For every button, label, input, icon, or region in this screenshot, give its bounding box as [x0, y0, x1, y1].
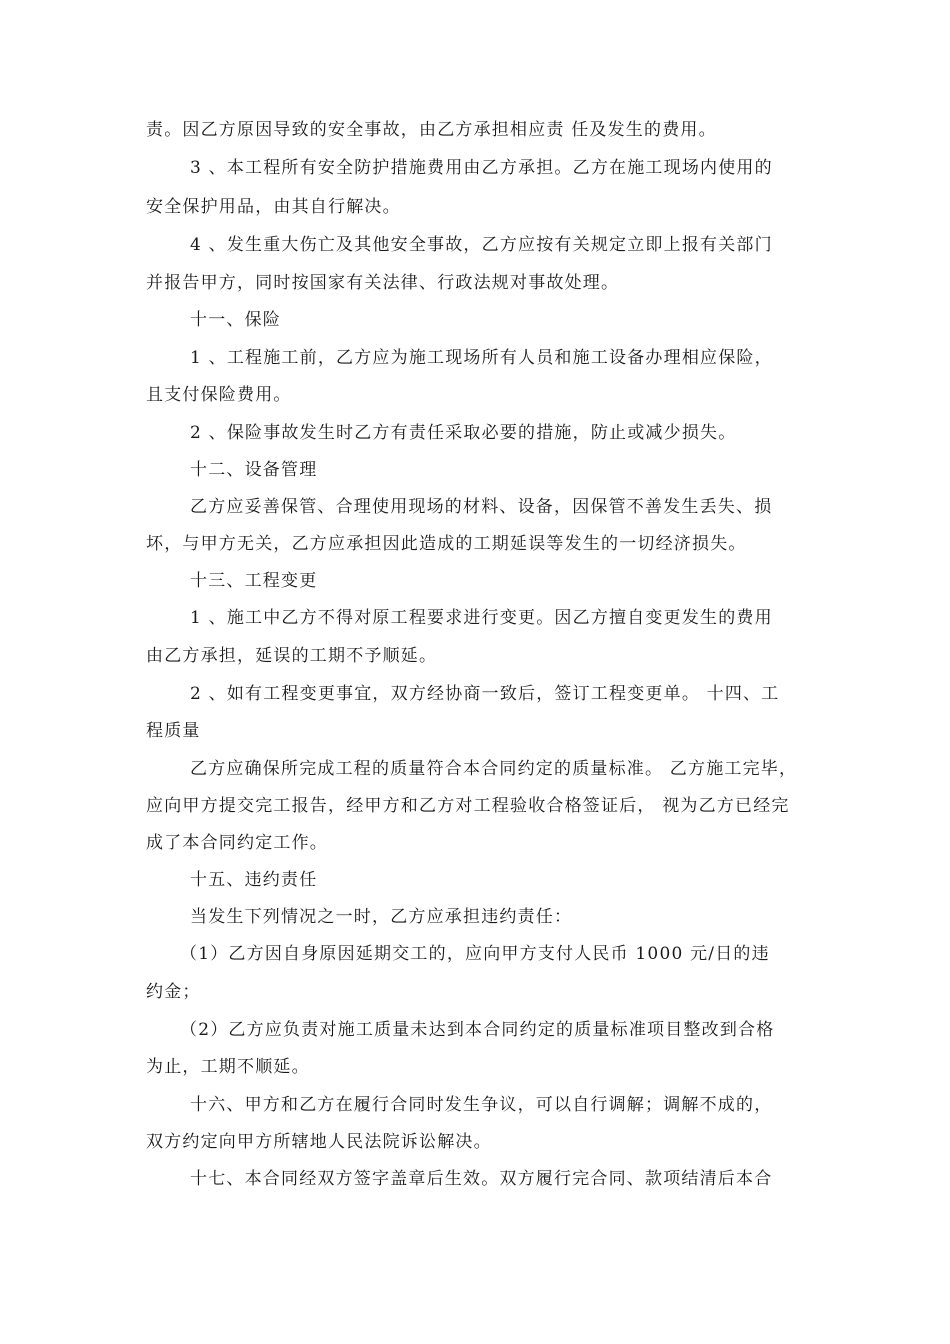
text-line: 应向甲方提交完工报告，经甲方和乙方对工程验收合格签证后， 视为乙方已经完	[146, 796, 790, 816]
text-line: 成了本合同约定工作。	[146, 833, 328, 853]
text-line: 1 、施工中乙方不得对原工程要求进行变更。因乙方擅自变更发生的费用	[190, 608, 773, 628]
text-line: 安全保护用品，由其自行解决。	[146, 197, 401, 217]
text-line: （2）乙方应负责对施工质量未达到本合同约定的质量标准项目整改到合格	[180, 1020, 775, 1040]
text-line: 双方约定向甲方所辖地人民法院诉讼解决。	[146, 1132, 492, 1152]
text-line: 为止，工期不顺延。	[146, 1057, 310, 1077]
text-line: 十七、本合同经双方签字盖章后生效。双方履行完合同、款项结清后本合	[190, 1169, 773, 1189]
text-line: 且支付保险费用。	[146, 385, 292, 405]
text-line: 约金；	[146, 982, 201, 1002]
text-line: 3 、本工程所有安全防护措施费用由乙方承担。乙方在施工现场内使用的	[190, 158, 773, 178]
section-heading: 十一、保险	[190, 310, 281, 330]
text-line: 当发生下列情况之一时，乙方应承担违约责任：	[190, 907, 573, 927]
text-line: 由乙方承担，延误的工期不予顺延。	[146, 646, 438, 666]
text-line: 程质量	[146, 721, 201, 741]
text-line: 责。因乙方原因导致的安全事故，由乙方承担相应责 任及发生的费用。	[146, 120, 717, 140]
text-line: 乙方应确保所完成工程的质量符合本合同约定的质量标准。 乙方施工完毕，	[190, 759, 798, 779]
text-line: 并报告甲方，同时按国家有关法律、行政法规对事故处理。	[146, 273, 620, 293]
text-line: 2 、保险事故发生时乙方有责任采取必要的措施，防止或减少损失。	[190, 423, 737, 443]
text-line: 1 、工程施工前，乙方应为施工现场所有人员和施工设备办理相应保险，	[190, 348, 773, 368]
text-line: 坏，与甲方无关，乙方应承担因此造成的工期延误等发生的一切经济损失。	[146, 534, 747, 554]
section-heading: 十二、设备管理	[190, 460, 318, 480]
text-line: 2 、如有工程变更事宜，双方经协商一致后，签订工程变更单。 十四、工	[190, 684, 780, 704]
text-line: （1）乙方因自身原因延期交工的，应向甲方支付人民币 1000 元/日的违	[180, 944, 770, 964]
section-heading: 十三、工程变更	[190, 571, 318, 591]
text-line: 十六、甲方和乙方在履行合同时发生争议，可以自行调解；调解不成的，	[190, 1095, 773, 1115]
text-line: 乙方应妥善保管、合理使用现场的材料、设备，因保管不善发生丢失、损	[190, 497, 773, 517]
text-line: 4 、发生重大伤亡及其他安全事故，乙方应按有关规定立即上报有关部门	[190, 235, 773, 255]
section-heading: 十五、违约责任	[190, 870, 318, 890]
